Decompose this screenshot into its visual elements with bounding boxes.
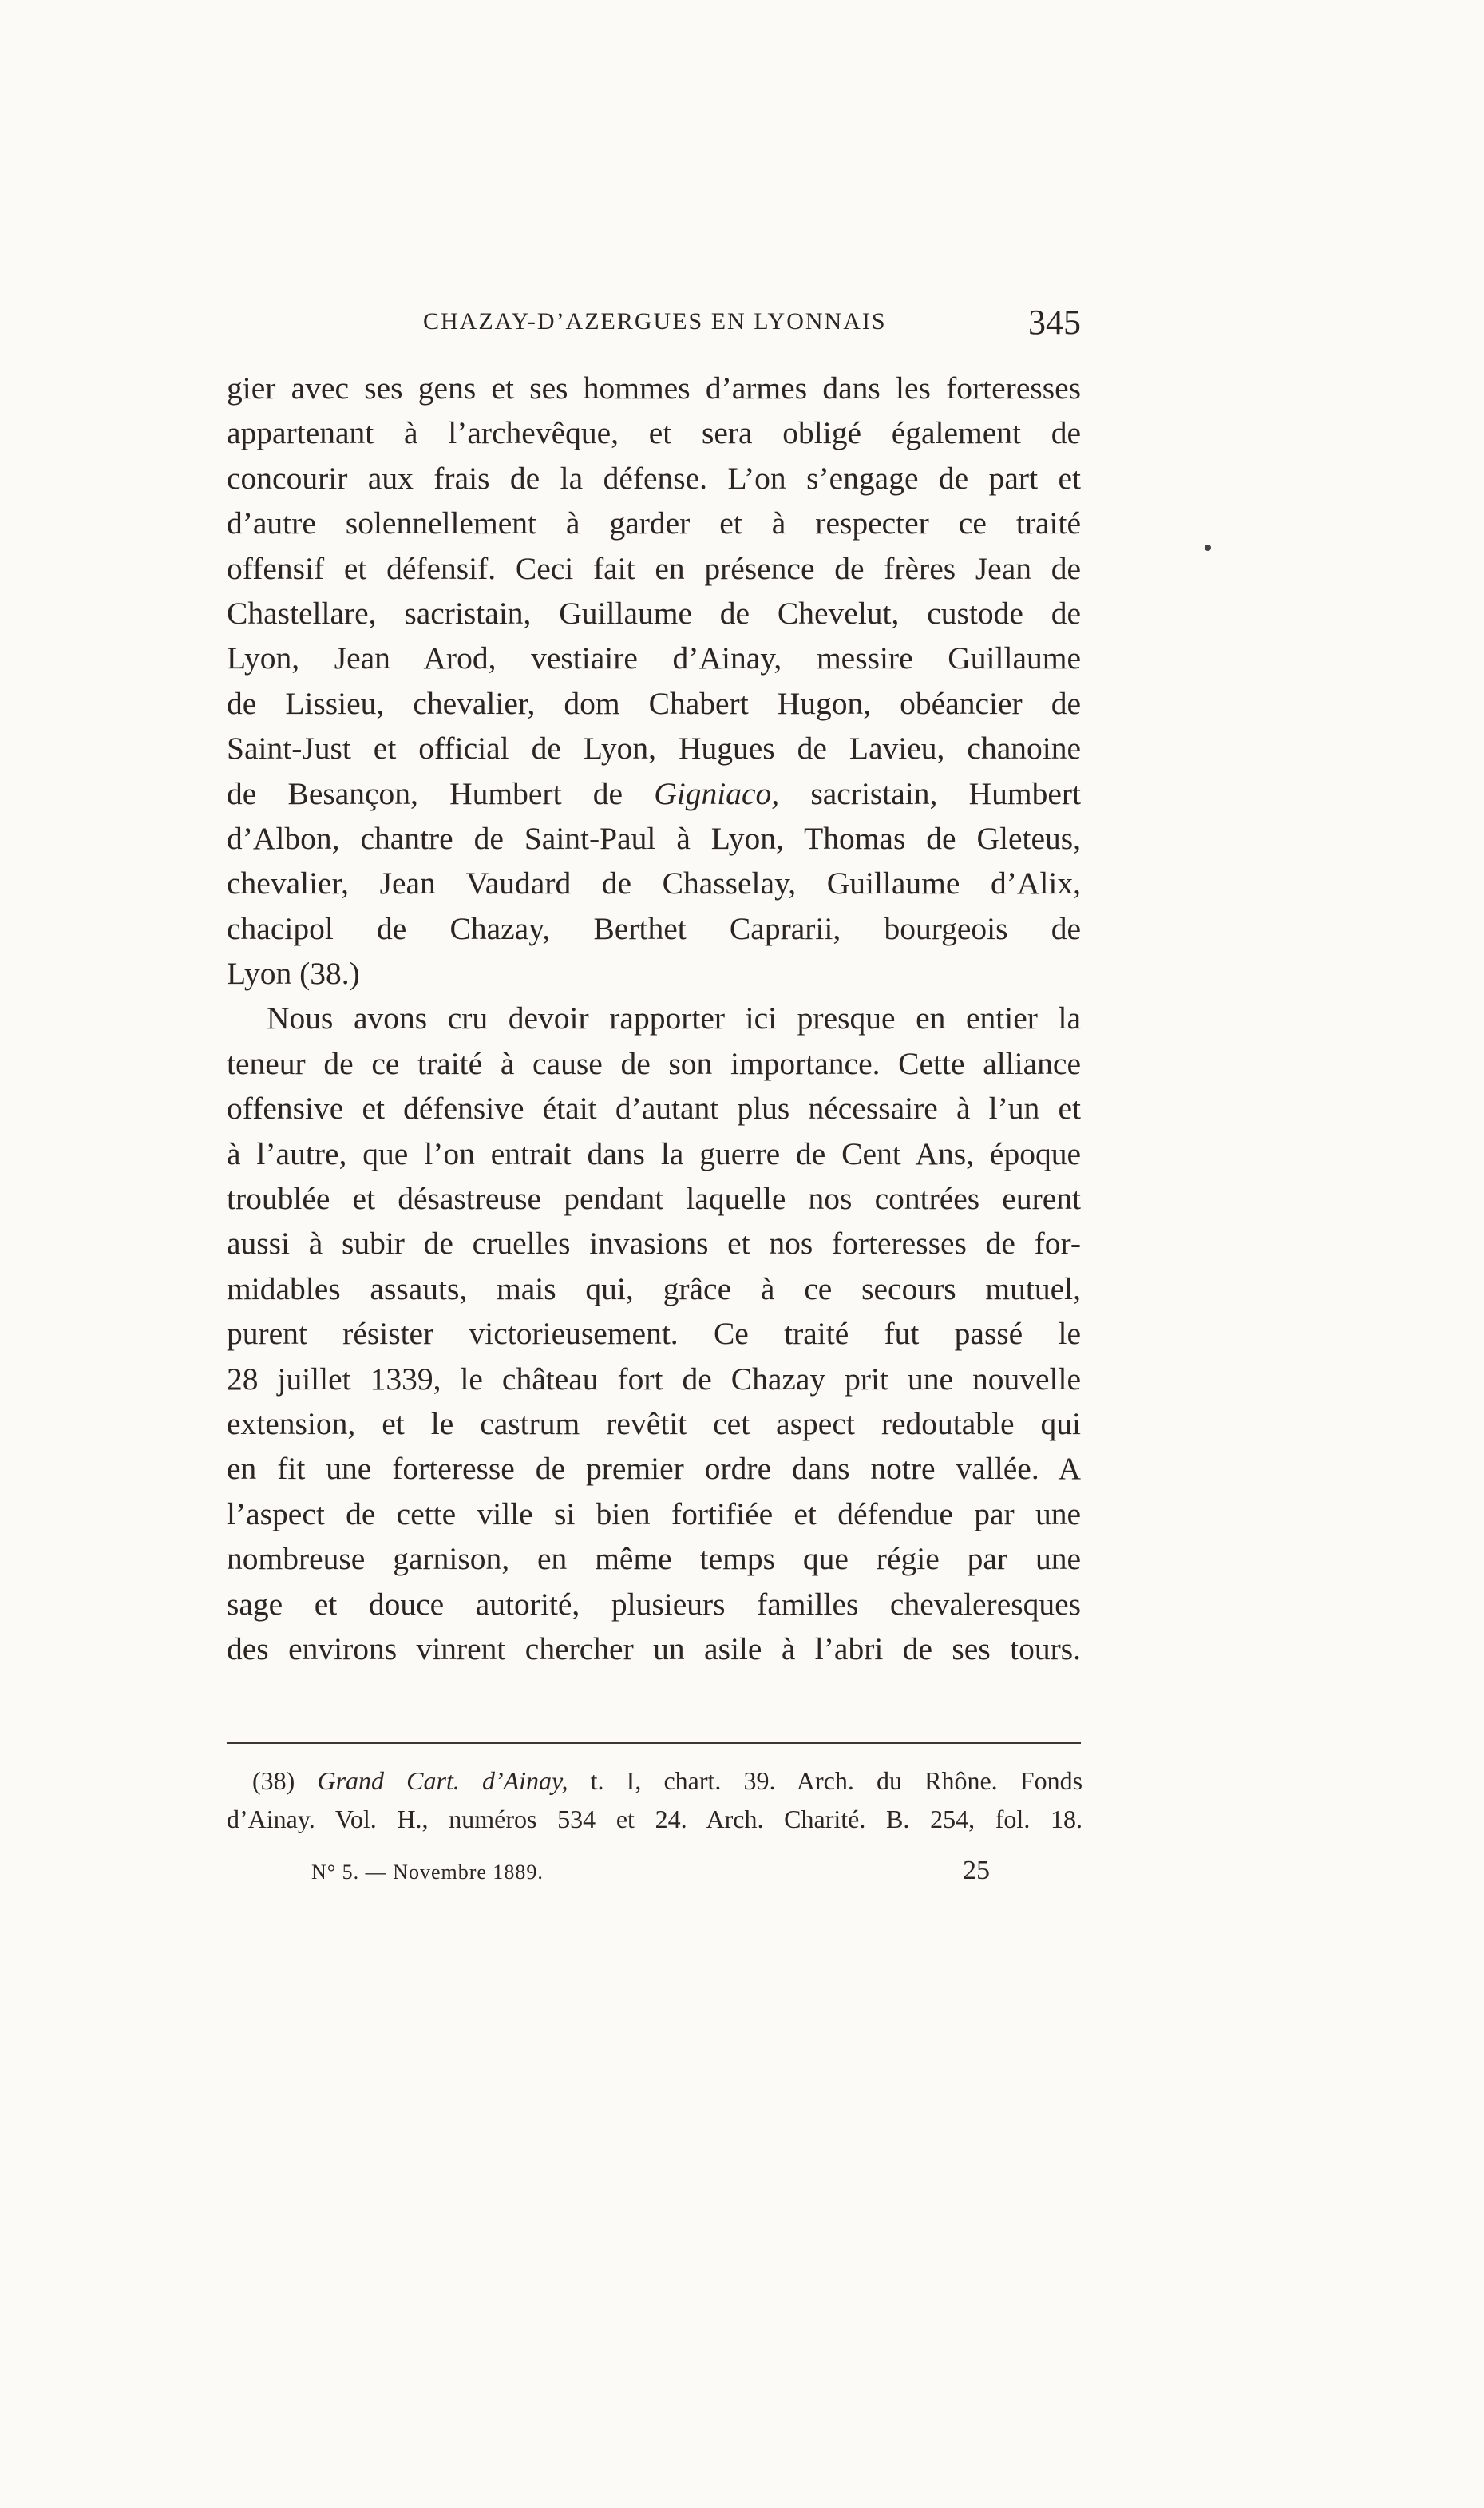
text-line: l’aspect de cette ville si bien fortifiée et défendue par une <box>227 1496 1081 1531</box>
text-line: 28 juillet 1339, le château fort de Chazay prit une nouvelle <box>227 1361 1081 1397</box>
footnote-italic-title: Grand Cart. d’Ainay, <box>317 1766 568 1795</box>
text-line: purent résister victorieusement. Ce traité fut passé le <box>227 1316 1081 1352</box>
text-line: appartenant à l’archevêque, et sera obligé également de <box>227 415 1081 451</box>
text-line: de Lissieu, chevalier, dom Chabert Hugon, obéancier de <box>227 685 1081 721</box>
ink-speck <box>1205 545 1211 551</box>
text-line-with-italic <box>227 771 1081 816</box>
text-line: midables assauts, mais qui, grâce à ce secours mutuel, <box>227 1270 1081 1306</box>
footnote-line <box>252 1761 1082 1800</box>
text-line: en fit une forteresse de premier ordre dans notre vallée. A <box>227 1451 1081 1487</box>
text-line: chevalier, Jean Vaudard de Chasselay, Guillaume d’Alix, <box>227 866 1081 901</box>
text-line: offensive et défensive était d’autant plus nécessaire à l’un et <box>227 1091 1081 1127</box>
text-line: aussi à subir de cruelles invasions et nos forteresses de for- <box>227 1226 1081 1262</box>
text-line: des environs vinrent chercher un asile à l’abri de ses tours. <box>227 1630 1081 1666</box>
text-line: d’Albon, chantre de Saint-Paul à Lyon, Thomas de Gleteus, <box>227 820 1081 856</box>
text-line: concourir aux frais de la défense. L’on s’engage de part et <box>227 460 1081 496</box>
italic-place-name: Gigniaco, <box>654 775 780 811</box>
text-line: sage et douce autorité, plusieurs familles chevaleresques <box>227 1586 1081 1622</box>
text-line: teneur de ce traité à cause de son importance. Cette alliance <box>227 1045 1081 1081</box>
text-line: nombreuse garnison, en même temps que régie par une <box>227 1541 1081 1577</box>
text-segment: sacristain, Humbert <box>810 775 1082 811</box>
footnote-marker: (38) <box>252 1766 295 1795</box>
text-line: troublée et désastreuse pendant laquelle nos contrées eurent <box>227 1181 1081 1217</box>
text-line: Saint-Just et official de Lyon, Hugues de Lavieu, chanoine <box>227 731 1081 767</box>
signature-mark: 25 <box>963 1856 990 1885</box>
paragraph-start-line: Nous avons cru devoir rapporter ici presque en entier la <box>267 1000 1081 1036</box>
text-line: chacipol de Chazay, Berthet Caprarii, bourgeois de <box>227 910 1081 946</box>
page-header <box>227 302 1081 350</box>
page-footer <box>311 1856 990 1891</box>
footnote-text: t. I, chart. 39. Arch. du Rhône. Fonds <box>590 1766 1083 1795</box>
text-line: Lyon (38.) <box>227 956 360 992</box>
footnote-divider <box>227 1742 1081 1744</box>
page-number: 345 <box>1028 303 1081 342</box>
text-line: Lyon, Jean Arod, vestiaire d’Ainay, messire Guillaume <box>227 640 1081 676</box>
running-title: CHAZAY-D’AZERGUES EN LYONNAIS <box>423 308 887 335</box>
footnote <box>227 1761 1083 1838</box>
text-line: Chastellare, sacristain, Guillaume de Chevelut, custode de <box>227 595 1081 631</box>
text-line: à l’autre, que l’on entrait dans la guerre de Cent Ans, époque <box>227 1135 1081 1171</box>
issue-note: N° 5. — Novembre 1889. <box>311 1860 544 1884</box>
text-line: d’autre solennellement à garder et à respecter ce traité <box>227 505 1081 541</box>
body-text <box>227 366 1081 1671</box>
text-line: gier avec ses gens et ses hommes d’armes dans les forteresses <box>227 370 1081 406</box>
footnote-line: d’Ainay. Vol. H., numéros 534 et 24. Arch. Charité. B. 254, fol. 18. <box>227 1805 1082 1833</box>
text-line: offensif et défensif. Ceci fait en présence de frères Jean de <box>227 550 1081 586</box>
text-segment: de Besançon, Humbert de <box>227 775 623 811</box>
text-line: extension, et le castrum revêtit cet aspect redoutable qui <box>227 1405 1081 1441</box>
